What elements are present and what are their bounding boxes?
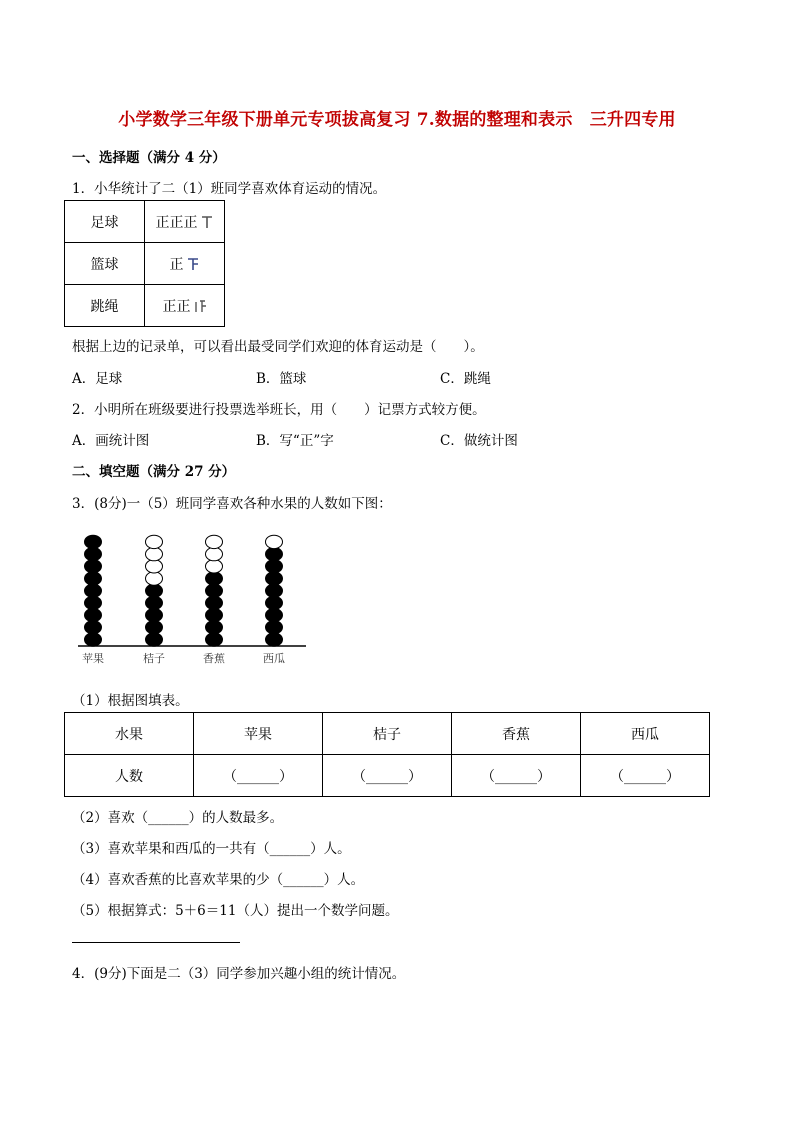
partial-tally-icon — [193, 299, 207, 313]
tally-marks: 正 — [169, 256, 184, 273]
section-heading-fill: 二、填空题（满分 27 分） — [72, 464, 236, 480]
answer-blank-cell[interactable]: （______） — [581, 755, 710, 797]
filled-bead — [85, 621, 102, 634]
partial-tally-icon — [186, 257, 200, 271]
filled-bead — [266, 547, 283, 560]
abacus-figure — [72, 528, 312, 668]
filled-bead — [206, 621, 223, 634]
tally-row — [65, 201, 225, 243]
partial-tally-icon — [200, 215, 214, 229]
hollow-bead — [206, 535, 223, 548]
q3-sub5: （5）根据算式：5＋6＝11（人）提出一个数学问题。 — [72, 903, 399, 919]
sport-cell: 篮球 — [65, 243, 145, 285]
table-header-cell: 桔子 — [323, 713, 452, 755]
filled-bead — [266, 572, 283, 585]
q1-option-b: B．篮球 — [256, 371, 307, 387]
table-row — [65, 755, 710, 797]
filled-bead — [266, 560, 283, 573]
q2-option-c: C．做统计图 — [440, 433, 518, 449]
filled-bead — [206, 633, 223, 646]
tally-marks: 正正正 — [155, 214, 198, 231]
filled-bead — [85, 596, 102, 609]
hollow-bead — [266, 535, 283, 548]
hollow-bead — [146, 560, 163, 573]
filled-bead — [206, 572, 223, 585]
filled-bead — [85, 572, 102, 585]
table-header-cell: 香蕉 — [452, 713, 581, 755]
tally-cell — [145, 285, 225, 327]
q1-option-a: A．足球 — [72, 371, 123, 387]
abacus-label: 苹果 — [82, 652, 104, 665]
sport-cell: 足球 — [65, 201, 145, 243]
filled-bead — [266, 621, 283, 634]
tally-row — [65, 285, 225, 327]
hollow-bead — [206, 547, 223, 560]
filled-bead — [146, 584, 163, 597]
filled-bead — [146, 596, 163, 609]
filled-bead — [266, 633, 283, 646]
q1-question: 根据上边的记录单，可以看出最受同学们欢迎的体育运动是（ ）。 — [72, 339, 484, 355]
q3-sub2: （2）喜欢（______）的人数最多。 — [72, 810, 284, 826]
filled-bead — [146, 608, 163, 621]
answer-blank-cell[interactable]: （______） — [323, 755, 452, 797]
filled-bead — [85, 547, 102, 560]
q3-sub4: （4）喜欢香蕉的比喜欢苹果的少（______）人。 — [72, 872, 365, 888]
fruit-table — [64, 712, 710, 797]
hollow-bead — [146, 535, 163, 548]
section-heading-choice: 一、选择题（满分 4 分） — [72, 150, 226, 166]
abacus-label: 桔子 — [143, 652, 165, 665]
filled-bead — [146, 621, 163, 634]
q3-sub3: （3）喜欢苹果和西瓜的一共有（______）人。 — [72, 841, 351, 857]
tally-cell — [145, 243, 225, 285]
answer-line[interactable] — [72, 942, 240, 943]
tally-row — [65, 243, 225, 285]
q2-option-b: B．写“正”字 — [256, 433, 334, 449]
filled-bead — [85, 584, 102, 597]
filled-bead — [266, 608, 283, 621]
tally-table — [64, 200, 225, 327]
abacus-label: 西瓜 — [263, 652, 285, 665]
q3-sub1: （1）根据图填表。 — [72, 693, 189, 709]
q1-stem: 1．小华统计了二（1）班同学喜欢体育运动的情况。 — [72, 181, 387, 197]
filled-bead — [206, 584, 223, 597]
tally-cell — [145, 201, 225, 243]
sport-cell: 跳绳 — [65, 285, 145, 327]
filled-bead — [85, 608, 102, 621]
filled-bead — [146, 633, 163, 646]
hollow-bead — [146, 547, 163, 560]
hollow-bead — [146, 572, 163, 585]
filled-bead — [206, 596, 223, 609]
answer-blank-cell[interactable]: （______） — [194, 755, 323, 797]
table-row-label: 人数 — [65, 755, 194, 797]
filled-bead — [85, 633, 102, 646]
filled-bead — [266, 596, 283, 609]
tally-marks: 正正 — [162, 298, 191, 315]
abacus-label: 香蕉 — [203, 652, 225, 665]
page-title: 小学数学三年级下册单元专项拔高复习 7.数据的整理和表示 三升四专用 — [118, 110, 676, 130]
filled-bead — [266, 584, 283, 597]
q3-stem: 3．(8分)一（5）班同学喜欢各种水果的人数如下图： — [72, 496, 392, 512]
q1-option-c: C．跳绳 — [440, 371, 491, 387]
hollow-bead — [206, 560, 223, 573]
q2-stem: 2．小明所在班级要进行投票选举班长，用（ ）记票方式较方便。 — [72, 402, 486, 418]
table-header-cell: 水果 — [65, 713, 194, 755]
table-header-cell: 苹果 — [194, 713, 323, 755]
q2-option-a: A．画统计图 — [72, 433, 150, 449]
q4-stem: 4．(9分)下面是二（3）同学参加兴趣小组的统计情况。 — [72, 966, 406, 982]
answer-blank-cell[interactable]: （______） — [452, 755, 581, 797]
filled-bead — [85, 535, 102, 548]
table-header-cell: 西瓜 — [581, 713, 710, 755]
filled-bead — [206, 608, 223, 621]
table-row — [65, 713, 710, 755]
filled-bead — [85, 560, 102, 573]
